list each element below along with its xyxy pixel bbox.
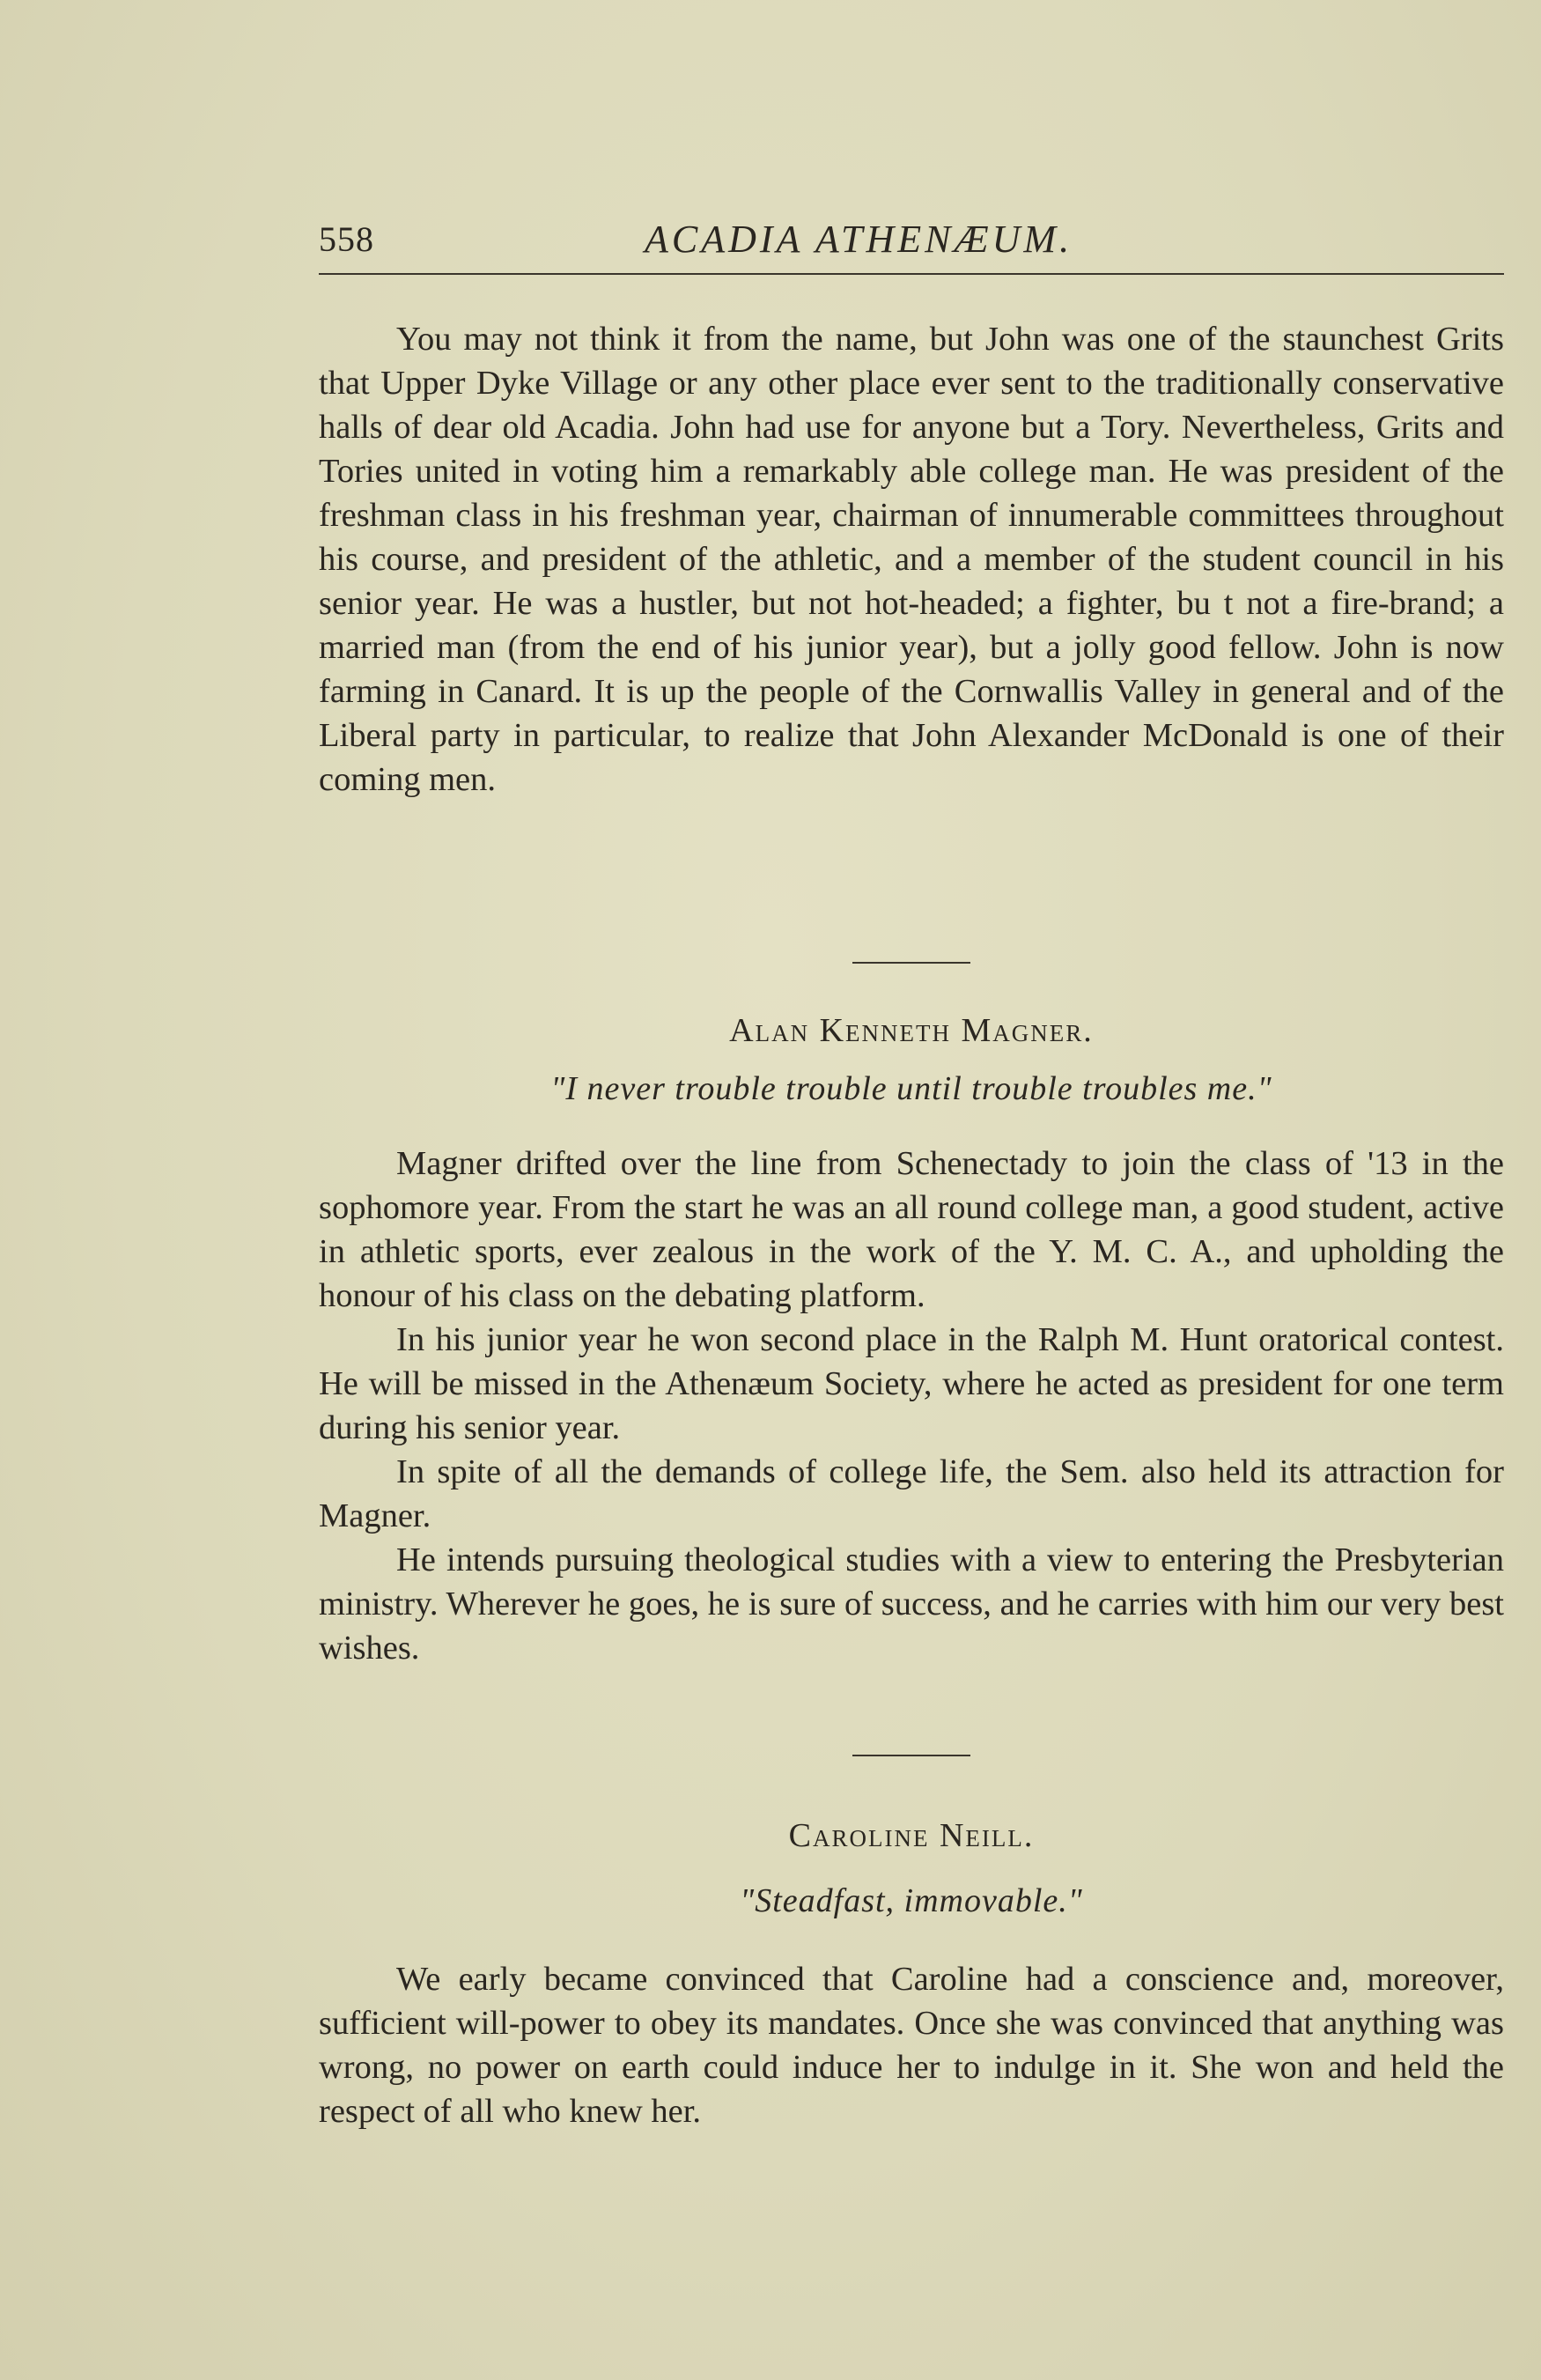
section-heading-magner: Alan Kenneth Magner. bbox=[729, 1012, 1094, 1049]
paragraph: He intends pursuing theological studies with a view to entering the Presbyterian ministry. Wherever he goes, he is sure of success, and he carries with him our very best wishes. bbox=[319, 1541, 1504, 1667]
page-header bbox=[319, 210, 1504, 275]
page-number: 558 bbox=[319, 219, 374, 259]
section-divider bbox=[852, 1755, 970, 1756]
paragraph: In his junior year he won second place in the Ralph M. Hunt oratorical contest. He will be missed in the Athenæum Society, where he acted as president for one term during his senior year. bbox=[319, 1321, 1504, 1446]
section-motto-neill: "Steadfast, immovable." bbox=[740, 1882, 1083, 1919]
section-mcdonald-text bbox=[319, 317, 1504, 802]
section-magner-text bbox=[319, 1142, 1504, 1670]
paragraph: We early became convinced that Caroline had a conscience and, moreover, sufficient will-power to obey its mandates. Once she was convinced that anything was wrong, no power on earth could induce her to indulge in it. She won and held the respect of all who knew her. bbox=[319, 1961, 1504, 2130]
paragraph: In spite of all the demands of college life, the Sem. also held its attraction for Magner. bbox=[319, 1453, 1504, 1534]
running-title: ACADIA ATHENÆUM. bbox=[645, 218, 1073, 261]
section-motto-magner: "I never trouble trouble until trouble troubles me." bbox=[550, 1070, 1272, 1107]
section-heading-neill: Caroline Neill. bbox=[788, 1817, 1035, 1854]
paragraph: Magner drifted over the line from Schenectady to join the class of '13 in the sophomore year. From the start he was an all round college man, a good student, active in athletic sports, ever zealous in the work of the Y. M. C. A., and upholding the honour of his class on the debating platform. bbox=[319, 1145, 1504, 1314]
section-divider bbox=[852, 962, 970, 964]
paragraph: You may not think it from the name, but John was one of the staunchest Grits that Upper Dyke Village or any other place ever sent to the traditionally conservative halls of dear old Acadia. John had use for anyone but a Tory. Nevertheless, Grits and Tories united in voting him a remarkably able college man. He was president of the freshman class in his freshman year, chairman of innumerable committees throughout his course, and president of the athletic, and a member of the student council in his senior year. He was a hustler, but not hot-headed; a fighter, bu t not a fire-brand; a married man (from the end of his junior year), but a jolly good fellow. John is now farming in Canard. It is up the people of the Cornwallis Valley in general and of the Liberal party in particular, to realize that John Alexander McDonald is one of their coming men. bbox=[319, 321, 1504, 798]
section-neill-text bbox=[319, 1957, 1504, 2133]
